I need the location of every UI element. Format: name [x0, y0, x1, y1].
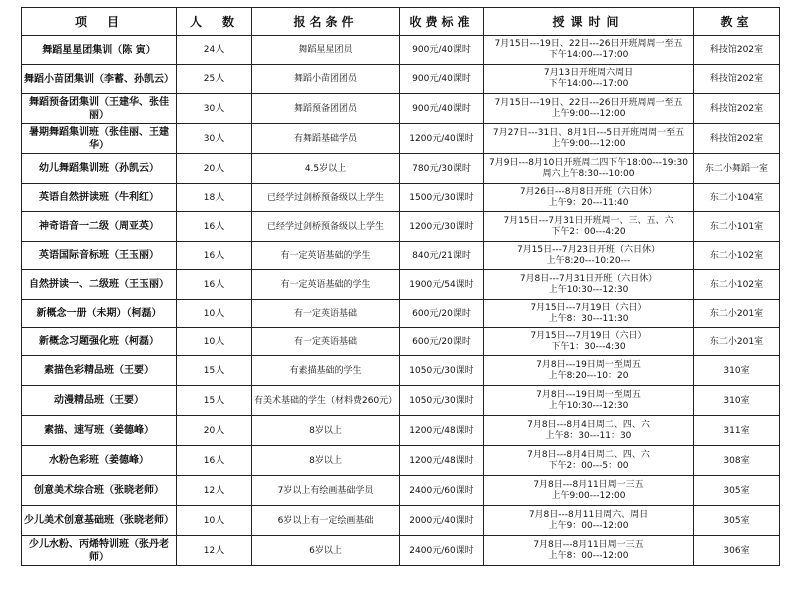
fee-cell: 1050元/30课时 — [400, 386, 484, 416]
time-line: 上午8:20---10:20--- — [546, 255, 631, 266]
table-row — [22, 536, 780, 566]
time-line: 7月9日---8月10日开班周二四下午18:00---19:30 — [489, 157, 688, 168]
fee-cell: 1900元/54课时 — [400, 270, 484, 300]
time-line: 上午10:30---12:30 — [548, 400, 629, 411]
time-line: 7月8日---8月11日周一三五 — [533, 539, 644, 550]
count-cell: 30人 — [177, 94, 252, 124]
course-name-cell: 暑期舞蹈集训班（张佳丽、王建华） — [22, 124, 177, 154]
time-cell — [484, 300, 694, 328]
count-cell: 25人 — [177, 65, 252, 94]
fee-cell: 2000元/40课时 — [400, 506, 484, 536]
course-name-cell: 少儿美术创意基础班（张晓老师） — [22, 506, 177, 536]
fee-cell: 1200元/48课时 — [400, 446, 484, 476]
fee-cell: 900元/40课时 — [400, 65, 484, 94]
fee-cell: 1500元/30课时 — [400, 184, 484, 212]
table-header — [22, 8, 780, 36]
condition-cell: 6岁以上有一定绘画基础 — [252, 506, 400, 536]
condition-cell: 8岁以上 — [252, 416, 400, 446]
condition-cell: 舞蹈小苗团团员 — [252, 65, 400, 94]
time-cell — [484, 184, 694, 212]
condition-cell: 已经学过剑桥预备级以上学生 — [252, 212, 400, 242]
course-name-cell: 舞蹈星星团集训（陈 寅） — [22, 36, 177, 65]
time-line: 7月8日---8月11日周一三五 — [533, 479, 644, 490]
table-body — [22, 36, 780, 566]
time-line: 7月8日---8月4日周二、四、六 — [527, 449, 650, 460]
course-name-cell: 动漫精品班（王要） — [22, 386, 177, 416]
time-line: 7月8日---8月4日周二、四、六 — [527, 419, 650, 430]
table-row — [22, 184, 780, 212]
condition-cell: 有素描基础的学生 — [252, 356, 400, 386]
fee-cell: 1200元/30课时 — [400, 212, 484, 242]
time-cell — [484, 506, 694, 536]
time-line: 7月27日---31日、8月1日---5日开班周周一至五 — [492, 127, 685, 138]
room-cell: 310室 — [694, 386, 780, 416]
condition-cell: 舞蹈预备团团员 — [252, 94, 400, 124]
time-line: 7月8日---19日周一至周五 — [536, 389, 641, 400]
time-cell — [484, 212, 694, 242]
time-cell — [484, 536, 694, 566]
condition-cell: 有一定英语基础的学生 — [252, 242, 400, 270]
table-row — [22, 328, 780, 356]
header-count: 人 数 — [177, 8, 252, 36]
course-name-cell: 幼儿舞蹈集训班（孙凯云） — [22, 154, 177, 184]
time-line: 7月15日---19日、22日---26日开班周周一至五 — [494, 97, 683, 108]
count-cell: 12人 — [177, 536, 252, 566]
fee-cell: 1050元/30课时 — [400, 356, 484, 386]
time-line: 上午8：00---12:00 — [548, 550, 629, 561]
course-name-cell: 新概念一册（未期）（柯磊） — [22, 300, 177, 328]
count-cell: 16人 — [177, 242, 252, 270]
condition-cell: 有一定英语基础 — [252, 328, 400, 356]
count-cell: 10人 — [177, 506, 252, 536]
fee-cell: 2400元/60课时 — [400, 476, 484, 506]
condition-cell: 有一定英语基础 — [252, 300, 400, 328]
schedule-table — [21, 7, 780, 566]
header-time: 授课时间 — [484, 8, 694, 36]
time-cell — [484, 242, 694, 270]
count-cell: 18人 — [177, 184, 252, 212]
room-cell: 科技馆202室 — [694, 94, 780, 124]
room-cell: 310室 — [694, 356, 780, 386]
course-name-cell: 少儿水粉、丙烯特训班（张丹老师） — [22, 536, 177, 566]
time-line: 上午9:00---12:00 — [551, 108, 626, 119]
table-row — [22, 356, 780, 386]
count-cell: 10人 — [177, 328, 252, 356]
time-line: 上午9：20---11:40 — [548, 197, 629, 208]
table-row — [22, 386, 780, 416]
count-cell: 15人 — [177, 356, 252, 386]
table-row — [22, 124, 780, 154]
fee-cell: 900元/40课时 — [400, 36, 484, 65]
time-cell — [484, 154, 694, 184]
time-line: 上午8：30---11：30 — [545, 430, 632, 441]
time-cell — [484, 65, 694, 94]
table-row — [22, 212, 780, 242]
room-cell: 306室 — [694, 536, 780, 566]
fee-cell: 600元/20课时 — [400, 328, 484, 356]
course-name-cell: 舞蹈小苗团集训（李蓄、孙凯云） — [22, 65, 177, 94]
room-cell: 东二小102室 — [694, 242, 780, 270]
condition-cell: 7岁以上有绘画基础学员 — [252, 476, 400, 506]
time-line: 7月8日---7月31日开班（六日休） — [519, 273, 658, 284]
table-row — [22, 416, 780, 446]
header-condition: 报名条件 — [252, 8, 400, 36]
condition-cell: 有美术基础的学生（材料费260元） — [252, 386, 400, 416]
time-line: 7月15日---7月31日开班周一、三、五、六 — [503, 215, 674, 226]
time-line: 7月8日---19日周一至周五 — [536, 359, 641, 370]
course-name-cell: 新概念习题强化班（柯磊） — [22, 328, 177, 356]
table-row — [22, 36, 780, 65]
count-cell: 20人 — [177, 154, 252, 184]
fee-cell: 900元/40课时 — [400, 94, 484, 124]
count-cell: 20人 — [177, 416, 252, 446]
time-line: 7月15日---7月19日（六日） — [530, 302, 647, 313]
time-line: 上午8:20---10：20 — [548, 370, 629, 381]
time-line: 7月15日---7月23日开班（六日休） — [516, 244, 661, 255]
count-cell: 30人 — [177, 124, 252, 154]
course-name-cell: 素描色彩精品班（王要） — [22, 356, 177, 386]
course-name-cell: 英语自然拼读班（牛利红） — [22, 184, 177, 212]
time-cell — [484, 36, 694, 65]
table-row — [22, 300, 780, 328]
course-name-cell: 自然拼读一、二级班（王玉丽） — [22, 270, 177, 300]
header-room: 教室 — [694, 8, 780, 36]
room-cell: 东二小201室 — [694, 328, 780, 356]
time-cell — [484, 476, 694, 506]
time-cell — [484, 270, 694, 300]
room-cell: 305室 — [694, 476, 780, 506]
fee-cell: 1200元/48课时 — [400, 416, 484, 446]
time-line: 下午2：00---4:20 — [551, 226, 626, 237]
time-line: 上午9:00---12:00 — [551, 490, 626, 501]
table-row — [22, 242, 780, 270]
time-line: 下午14:00---17:00 — [548, 50, 629, 60]
time-line: 7月8日---8月11日周六、周日 — [528, 509, 649, 520]
count-cell: 10人 — [177, 300, 252, 328]
condition-cell: 6岁以上 — [252, 536, 400, 566]
count-cell: 24人 — [177, 36, 252, 65]
room-cell: 311室 — [694, 416, 780, 446]
course-name-cell: 创意美术综合班（张晓老师） — [22, 476, 177, 506]
time-line: 上午9:00---12:00 — [551, 138, 626, 149]
time-line: 下午1：30---4:30 — [551, 341, 626, 352]
count-cell: 12人 — [177, 476, 252, 506]
fee-cell: 1200元/40课时 — [400, 124, 484, 154]
table-row — [22, 94, 780, 124]
condition-cell: 8岁以上 — [252, 446, 400, 476]
time-line: 下午14:00---17:00 — [548, 79, 629, 89]
time-line: 上午9：00---12:00 — [548, 520, 629, 531]
condition-cell: 舞蹈星星团员 — [252, 36, 400, 65]
time-cell — [484, 124, 694, 154]
time-line: 下午2：00---5：00 — [548, 460, 629, 471]
count-cell: 16人 — [177, 446, 252, 476]
time-cell — [484, 446, 694, 476]
time-line: 上午8：30---11:30 — [548, 313, 629, 324]
time-cell — [484, 356, 694, 386]
table-row — [22, 154, 780, 184]
header-fee: 收费标准 — [400, 8, 484, 36]
fee-cell: 840元/21课时 — [400, 242, 484, 270]
header-course: 项 目 — [22, 8, 177, 36]
time-cell — [484, 386, 694, 416]
room-cell: 东二小102室 — [694, 270, 780, 300]
fee-cell: 600元/20课时 — [400, 300, 484, 328]
room-cell: 科技馆202室 — [694, 124, 780, 154]
time-line: 7月15日---19日、22日---26日开班周周一至五 — [494, 39, 683, 49]
room-cell: 科技馆202室 — [694, 65, 780, 94]
time-line: 上午10:30---12:30 — [548, 284, 629, 295]
fee-cell: 2400元/60课时 — [400, 536, 484, 566]
course-name-cell: 英语国际音标班（王玉丽） — [22, 242, 177, 270]
table-row — [22, 270, 780, 300]
header-row — [22, 8, 780, 36]
time-cell — [484, 416, 694, 446]
course-name-cell: 水粉色彩班（姜德峰） — [22, 446, 177, 476]
room-cell: 305室 — [694, 506, 780, 536]
table-row — [22, 476, 780, 506]
condition-cell: 4.5岁以上 — [252, 154, 400, 184]
time-cell — [484, 94, 694, 124]
count-cell: 15人 — [177, 386, 252, 416]
table-row — [22, 65, 780, 94]
room-cell: 东二小104室 — [694, 184, 780, 212]
room-cell: 东二小201室 — [694, 300, 780, 328]
room-cell: 东二小101室 — [694, 212, 780, 242]
room-cell: 东二小舞蹈一室 — [694, 154, 780, 184]
room-cell: 308室 — [694, 446, 780, 476]
course-name-cell: 神奇语音一二级（周亚英） — [22, 212, 177, 242]
count-cell: 16人 — [177, 212, 252, 242]
course-name-cell: 舞蹈预备团集训（王建华、张佳丽） — [22, 94, 177, 124]
fee-cell: 780元/30课时 — [400, 154, 484, 184]
room-cell: 科技馆202室 — [694, 36, 780, 65]
count-cell: 16人 — [177, 270, 252, 300]
condition-cell: 有一定英语基础的学生 — [252, 270, 400, 300]
time-line: 7月15日---7月19日（六日） — [530, 330, 647, 341]
condition-cell: 有舞蹈基础学员 — [252, 124, 400, 154]
time-line: 7月13日开班周六周日 — [543, 68, 634, 78]
time-cell — [484, 328, 694, 356]
condition-cell: 已经学过剑桥预备级以上学生 — [252, 184, 400, 212]
time-line: 周六上午8:30---10:00 — [542, 168, 635, 179]
table-row — [22, 446, 780, 476]
time-line: 7月26日---8月8日开班（六日休） — [519, 186, 658, 197]
table-row — [22, 506, 780, 536]
course-name-cell: 素描、速写班（姜德峰） — [22, 416, 177, 446]
